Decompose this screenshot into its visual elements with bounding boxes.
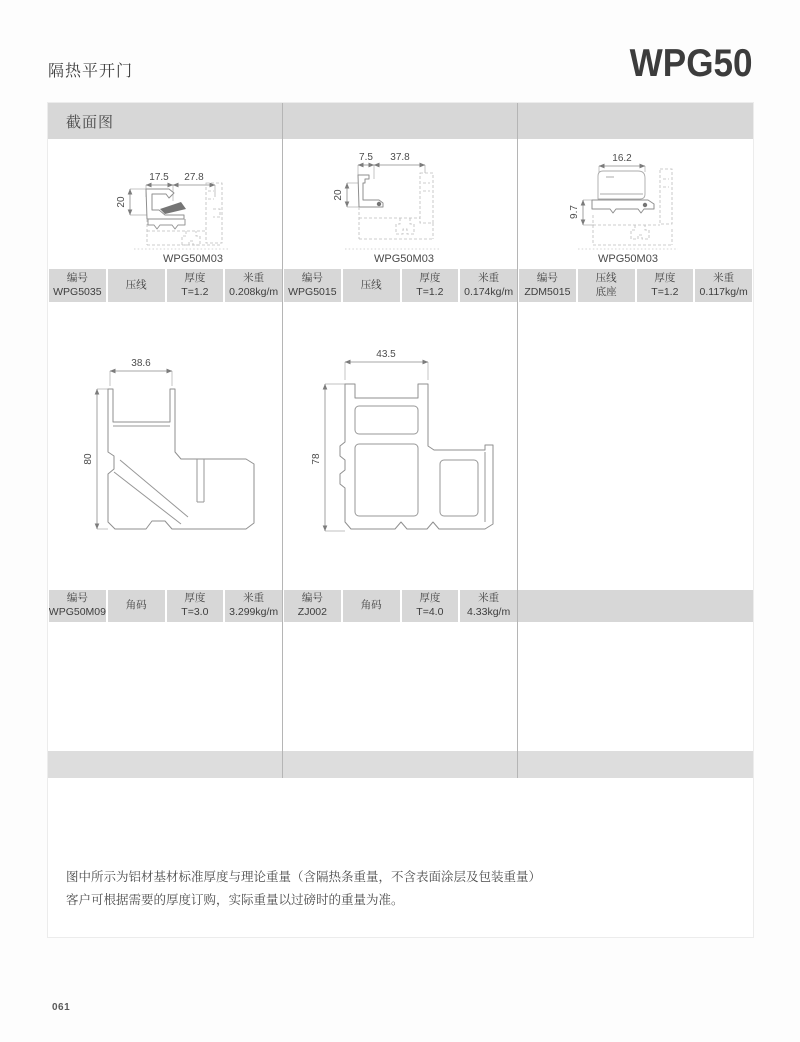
section-panel [48,103,753,937]
dim-height: 20 [116,196,127,208]
spec-type-value: 压线 [360,278,382,291]
spec-cell-weight [225,590,282,622]
spec-thickness-value: T=1.2 [416,285,444,298]
spec-empty-fill [518,590,753,622]
spec-thickness-label: 厚度 [654,271,676,284]
page-number: 061 [52,1002,71,1013]
note-line-2: 客户可根据需要的厚度订购，实际重量以过磅时的重量为准。 [66,893,404,908]
dim-height: 20 [333,189,344,201]
dim-width-2: 27.8 [184,172,204,183]
spec-zj002 [283,590,518,622]
dim-height: 80 [83,453,94,465]
spec-weight-label: 米重 [713,271,735,284]
spec-weight-value: 3.299kg/m [229,606,279,618]
spec-cell-code [49,590,106,622]
spec-weight-value: 0.174kg/m [464,285,514,298]
spec-thickness-value: T=1.2 [651,285,679,298]
section-title: 截面图 [66,113,115,131]
drawings-row-1 [48,139,753,269]
spec-code-value: WPG50M09 [49,606,106,618]
drawing-empty-cell [518,302,753,590]
spec-thickness-label: 厚度 [184,271,206,284]
spec-thickness-label: 厚度 [419,592,441,605]
spec-cell-type [108,590,165,622]
drawing-zj002 [283,302,518,590]
profile-section-drawing [283,302,518,590]
spec-cell-thickness [402,590,459,622]
spec-weight-value: 4.33kg/m [467,606,511,618]
dim-width-1: 7.5 [359,152,373,163]
dim-width-1: 17.5 [149,172,169,183]
spec-cell-code [519,269,576,302]
drawing-wpg50m09 [48,302,283,590]
spec-cell-code [284,590,341,622]
product-model-code: WPG50 [630,42,753,85]
drawing-wpg5035 [48,139,283,269]
spec-thickness-value: T=3.0 [181,606,209,618]
spec-type-value: 角码 [360,599,382,612]
spec-code-value: WPG5015 [288,285,337,298]
spec-code-label: 编号 [301,271,323,284]
spec-cell-weight [460,590,517,622]
spec-cell-weight [695,269,752,302]
profile-section-drawing [48,139,283,269]
spec-thickness-label: 厚度 [419,271,441,284]
spec-code-label: 编号 [66,592,88,605]
spec-code-label: 编号 [66,271,88,284]
spec-cell-weight [225,269,282,302]
section-title-bar [48,103,753,139]
profile-section-drawing [283,139,518,269]
mating-profile-label: WPG50M03 [163,253,223,265]
spec-type-value: 压线 [595,271,617,284]
spec-cell-code [284,269,341,302]
spec-type-value: 角码 [125,599,147,612]
dim-height: 78 [311,453,322,465]
spec-type-value: 压线 [125,278,147,291]
spec-weight-value: 0.208kg/m [229,285,279,298]
spec-cell-thickness [402,269,459,302]
spec-weight-label: 米重 [478,271,500,284]
spec-cell-weight [460,269,517,302]
footer-band [48,751,753,778]
spec-row-1 [48,269,753,302]
spec-thickness-value: T=1.2 [181,285,209,298]
doc-category-title: 隔热平开门 [48,63,134,80]
spec-code-label: 编号 [301,592,323,605]
spec-thickness-label: 厚度 [184,592,206,605]
drawings-row-2 [48,302,753,590]
spec-code-value: WPG5035 [53,285,102,298]
spec-type-value-2: 底座 [595,285,617,298]
spec-cell-type [108,269,165,302]
empty-row [48,622,753,751]
spec-cell-type [343,590,400,622]
mating-profile-label: WPG50M03 [374,253,434,265]
spec-weight-label: 米重 [243,271,265,284]
note-line-1: 图中所示为铝材基材标准厚度与理论重量（含隔热条重量，不含表面涂层及包装重量） [66,870,542,884]
mating-profile-label: WPG50M03 [598,253,658,265]
spec-thickness-value: T=4.0 [416,606,444,618]
spec-weight-value: 0.117kg/m [699,285,748,298]
notes-section [48,778,753,937]
dim-width: 38.6 [131,358,151,369]
spec-code-label: 编号 [536,271,558,284]
spec-zdm5015 [518,269,753,302]
spec-cell-thickness [637,269,694,302]
spec-weight-label: 米重 [243,592,265,605]
spec-wpg5035 [48,269,283,302]
profile-section-drawing [48,302,283,590]
dim-width-2: 37.8 [390,152,410,163]
spec-weight-label: 米重 [478,592,500,605]
spec-cell-thickness [167,269,224,302]
spec-wpg50m09 [48,590,283,622]
spec-cell-code [49,269,106,302]
spec-cell-type [578,269,635,302]
spec-code-value: ZJ002 [297,606,327,618]
spec-cell-thickness [167,590,224,622]
drawing-wpg5015 [283,139,518,269]
profile-section-drawing [518,139,753,269]
spec-cell-type [343,269,400,302]
spec-row-2 [48,590,753,622]
drawing-zdm5015 [518,139,753,269]
dim-width: 43.5 [376,349,396,360]
dim-height: 9.7 [569,205,580,219]
spec-code-value: ZDM5015 [524,285,571,298]
spec-wpg5015 [283,269,518,302]
dim-width-1: 16.2 [612,153,632,164]
